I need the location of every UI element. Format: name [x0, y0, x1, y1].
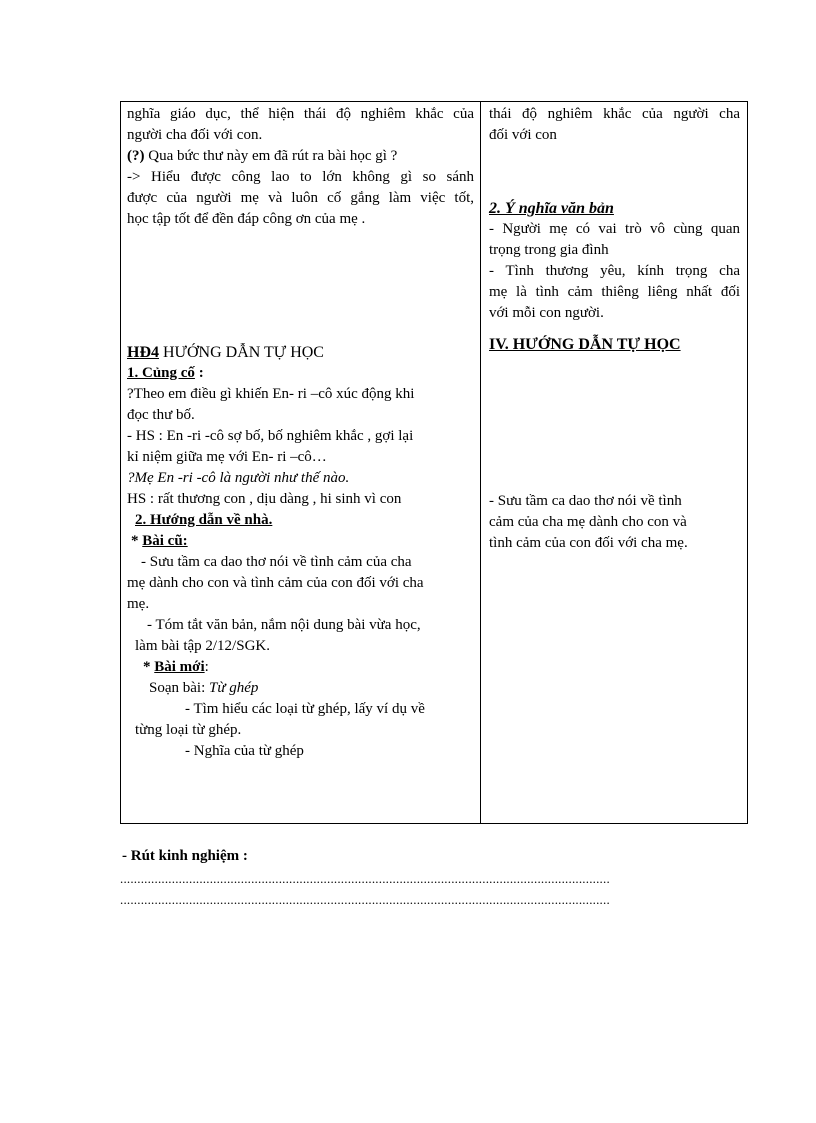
task-line: mẹ dành cho con và tình cảm của con đối với cha — [127, 575, 424, 591]
text-line: đối với con — [489, 127, 557, 143]
bai-moi-label: Bài mới — [154, 659, 205, 675]
dotted-line: .............................................................................................................................................. — [120, 871, 610, 886]
bai-moi-heading — [127, 657, 474, 678]
bai-cu-heading — [127, 531, 474, 552]
answer-line: học tập tốt để đền đáp công ơn của mẹ . — [127, 211, 366, 227]
text-line: với mỗi con người. — [489, 305, 604, 321]
question-text: Qua bức thư này em đã rút ra bài học gì ? — [144, 148, 398, 164]
lesson-table — [120, 101, 748, 824]
soan-bai-prefix: Soạn bài: — [149, 680, 209, 696]
blank-space — [127, 230, 474, 342]
section-iv-heading: IV. HƯỚNG DẪN TỰ HỌC — [489, 336, 681, 353]
task-line: - Tìm hiểu các loại từ ghép, lấy ví dụ về — [185, 701, 425, 717]
bai-cu-label: Bài cũ: — [142, 533, 188, 549]
text-line: - Người mẹ có vai trò vô cùng quan — [489, 221, 740, 237]
bai-moi-colon: : — [204, 659, 209, 675]
left-column — [121, 102, 480, 762]
hd4-heading — [127, 342, 474, 363]
task-line: - Tóm tắt văn bản, nắm nội dung bài vừa học, — [147, 617, 421, 633]
answer-line: được của người mẹ và luôn cố gắng làm việc tốt, — [127, 190, 474, 206]
task-line: làm bài tập 2/12/SGK. — [135, 638, 270, 654]
hd4-title: HƯỚNG DẪN TỰ HỌC — [159, 344, 324, 361]
question-line: đọc thư bố. — [127, 407, 195, 423]
text-line: - Sưu tầm ca dao thơ nói về tình — [489, 493, 682, 509]
question-line: ?Mẹ En -ri -cô là người như thế nào. — [127, 470, 350, 486]
cung-co-label: 1. Củng cố — [127, 365, 195, 381]
question-line — [127, 146, 474, 167]
right-column — [481, 102, 748, 554]
blank-space — [489, 324, 740, 334]
hd4-code: HĐ4 — [127, 344, 159, 361]
text-line: tình cảm của con đối với cha mẹ. — [489, 535, 688, 551]
soan-bai-line — [127, 678, 474, 699]
bullet-star: * — [131, 533, 143, 549]
blank-space — [489, 146, 740, 198]
soan-bai-title: Từ ghép — [209, 680, 259, 696]
dotted-line: .............................................................................................................................................. — [120, 892, 610, 907]
y-nghia-heading: 2. Ý nghĩa văn bản — [489, 200, 614, 217]
task-line: từng loại từ ghép. — [135, 722, 242, 738]
answer-line: HS : rất thương con , dịu dàng , hi sinh vì con — [127, 491, 402, 507]
task-line: - Sưu tầm ca dao thơ nói về tình cảm của cha — [141, 554, 412, 570]
text-line: thái độ nghiêm khắc của người cha — [489, 106, 740, 122]
cung-co-heading — [127, 363, 474, 384]
text-line: mẹ là tình cảm thiêng liêng nhất đối — [489, 284, 740, 300]
text-line: nghĩa giáo dục, thể hiện thái độ nghiêm khắc của — [127, 106, 474, 122]
answer-line: kỉ niệm giữa mẹ với En- ri –cô… — [127, 449, 327, 465]
question-mark: (?) — [127, 148, 145, 164]
task-line: mẹ. — [127, 596, 150, 612]
text-line: người cha đối với con. — [127, 127, 263, 143]
text-line: trọng trong gia đình — [489, 242, 609, 258]
blank-space — [489, 355, 740, 491]
answer-line: - HS : En -ri -cô sợ bố, bố nghiêm khắc , gợi lại — [127, 428, 414, 444]
bullet-star: * — [143, 659, 155, 675]
cung-co-colon: : — [194, 365, 204, 381]
answer-line: -> Hiểu được công lao to lớn không gì so sánh — [127, 169, 474, 185]
text-line: - Tình thương yêu, kính trọng cha — [489, 263, 740, 279]
task-line: - Nghĩa của từ ghép — [185, 743, 304, 759]
home-guide-heading: 2. Hướng dẫn về nhà. — [135, 512, 273, 528]
rut-kinh-nghiem-label: - Rút kinh nghiệm : — [122, 848, 248, 864]
text-line: cảm của cha mẹ dành cho con và — [489, 514, 687, 530]
question-line: ?Theo em điều gì khiến En- ri –cô xúc động khi — [127, 386, 415, 402]
